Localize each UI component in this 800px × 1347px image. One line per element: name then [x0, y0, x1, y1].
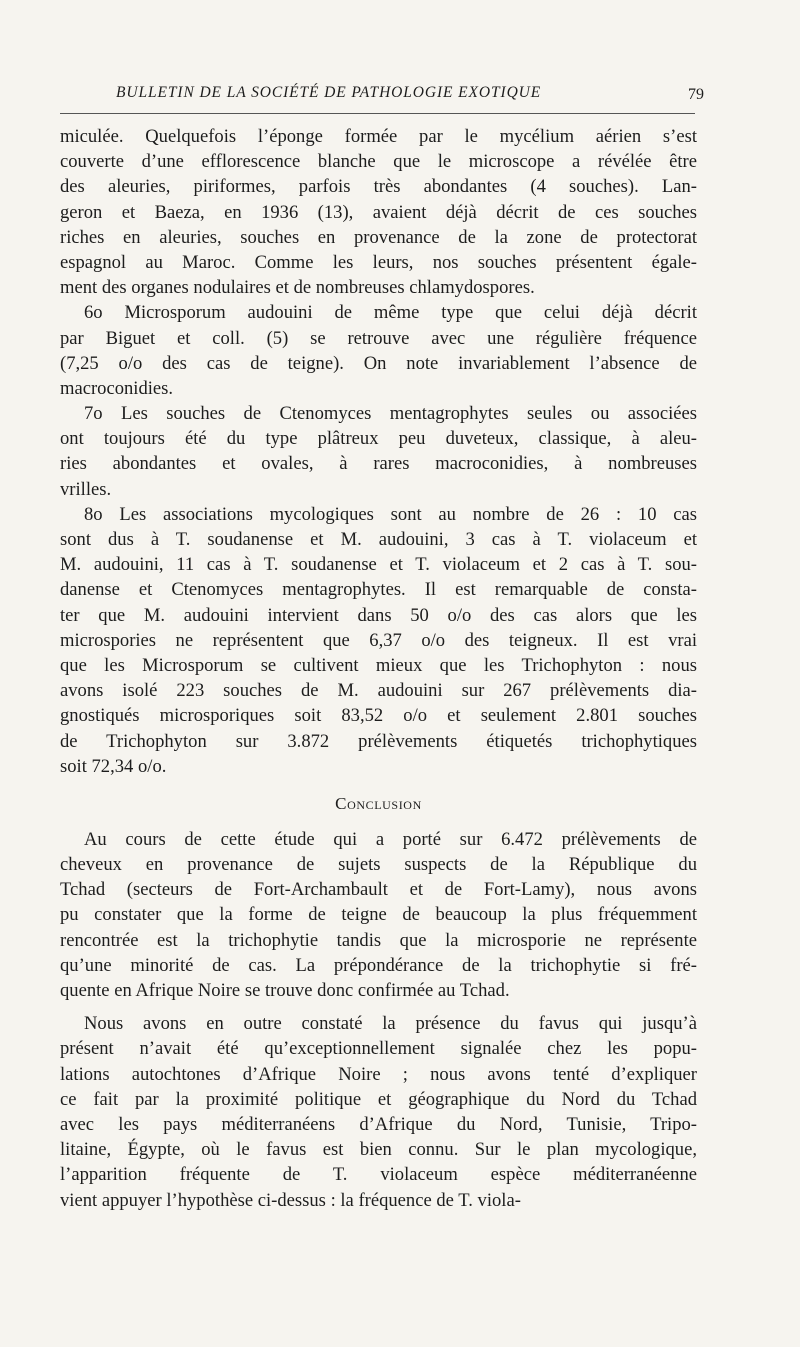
text-line: sont dus à T. soudanense et M. audouini, 3 cas à T. violaceum et — [60, 529, 697, 550]
text-line: (7,25 o/o des cas de teigne). On note invariablement l’absence de — [60, 352, 697, 374]
text-line: Nous avons en outre constaté la présence du favus qui jusqu’à — [84, 1013, 697, 1035]
text-line: ce fait par la proximité politique et géographique du Nord du Tchad — [60, 1088, 697, 1110]
text-line: des aleuries, piriformes, parfois très abondantes (4 souches). Lan- — [60, 176, 697, 198]
text-line: soit 72,34 o/o. — [60, 755, 167, 777]
text-line: microspories ne représentent que 6,37 o/o des teigneux. Il est vrai — [60, 629, 697, 651]
text-line: 6o Microsporum audouini de même type que celui déjà décrit — [84, 302, 697, 324]
text-line: Au cours de cette étude qui a porté sur 6.472 prélèvements de — [84, 828, 697, 850]
text-line: danense et Ctenomyces mentagrophytes. Il est remarquable de consta- — [60, 579, 697, 601]
text-line: couverte d’une efflorescence blanche que le microscope a révélée être — [60, 151, 697, 173]
text-line: de Trichophyton sur 3.872 prélèvements étiquetés trichophytiques — [60, 730, 697, 752]
text-line: cheveux en provenance de sujets suspects de la République du — [60, 854, 697, 876]
text-line: ter que M. audouini intervient dans 50 o/o des cas alors que les — [60, 604, 697, 626]
text-line: rencontrée est la trichophytie tandis que la microsporie ne représente — [60, 929, 697, 951]
text-line: riches en aleuries, souches en provenance de la zone de protectorat — [60, 226, 697, 248]
text-line: macroconidies. — [60, 377, 174, 399]
text-line: M. audouini, 11 cas à T. soudanense et T. violaceum et 2 cas à T. sou- — [60, 554, 697, 576]
text-line: ries abondantes et ovales, à rares macroconidies, à nombreuses — [60, 453, 697, 475]
paragraph-lanegeron — [60, 124, 697, 300]
text-line: geron et Baeza, en 1936 (13), avaient déjà décrit de ces souches — [60, 201, 697, 223]
running-title: BULLETIN DE LA SOCIÉTÉ DE PATHOLOGIE EXOTIQUE — [116, 84, 542, 101]
header-rule — [60, 113, 695, 114]
text-line: présent n’avait été qu’exceptionnellement signalée chez les popu- — [60, 1038, 697, 1060]
text-line: avons isolé 223 souches de M. audouini sur 267 prélèvements dia- — [60, 680, 697, 702]
paragraph-associations — [60, 502, 697, 779]
text-line: Tchad (secteurs de Fort-Archambault et de Fort-Lamy), nous avons — [60, 879, 697, 901]
text-line: ont toujours été du type plâtreux peu duveteux, classique, à aleu- — [60, 428, 697, 450]
page-number: 79 — [688, 86, 704, 103]
text-line: l’apparition fréquente de T. violaceum espèce méditerranéenne — [60, 1164, 697, 1186]
text-line: lations autochtones d’Afrique Noire ; nous avons tenté d’expliquer — [60, 1063, 697, 1085]
paragraph-ctenomyces — [60, 401, 697, 502]
text-line: 8o Les associations mycologiques sont au nombre de 26 : 10 cas — [84, 503, 697, 525]
text-line: litaine, Égypte, où le favus est bien connu. Sur le plan mycologique, — [60, 1139, 697, 1161]
text-line: miculée. Quelquefois l’éponge formée par le mycélium aérien s’est — [60, 126, 697, 147]
text-line: pu constater que la forme de teigne de beaucoup la plus fréquemment — [60, 904, 697, 926]
text-line: vrilles. — [60, 478, 112, 500]
text-line: par Biguet et coll. (5) se retrouve avec une régulière fréquence — [60, 327, 697, 349]
text-line: 7o Les souches de Ctenomyces mentagrophytes seules ou associées — [84, 403, 697, 425]
paragraph-microsporum — [60, 300, 697, 401]
running-header — [60, 84, 704, 108]
section-heading-conclusion: Conclusion — [335, 793, 422, 813]
paragraph-conclusion-2 — [60, 1011, 697, 1213]
body-text — [60, 124, 697, 1213]
text-line: espagnol au Maroc. Comme les leurs, nos souches présentent égale- — [60, 251, 697, 273]
text-line: ment des organes nodulaires et de nombreuses chlamydospores. — [60, 277, 535, 299]
text-line: vient appuyer l’hypothèse ci-dessus : la fréquence de T. viola- — [60, 1189, 521, 1211]
text-line: quente en Afrique Noire se trouve donc confirmée au Tchad. — [60, 980, 510, 1001]
text-line: avec les pays méditerranéens d’Afrique du Nord, Tunisie, Tripo- — [60, 1113, 697, 1135]
text-line: que les Microsporum se cultivent mieux que les Trichophyton : nous — [60, 654, 697, 676]
paragraph-conclusion-1 — [60, 827, 697, 1003]
text-line: qu’une minorité de cas. La prépondérance de la trichophytie si fré- — [60, 954, 697, 976]
text-line: gnostiqués microsporiques soit 83,52 o/o et seulement 2.801 souches — [60, 705, 697, 727]
